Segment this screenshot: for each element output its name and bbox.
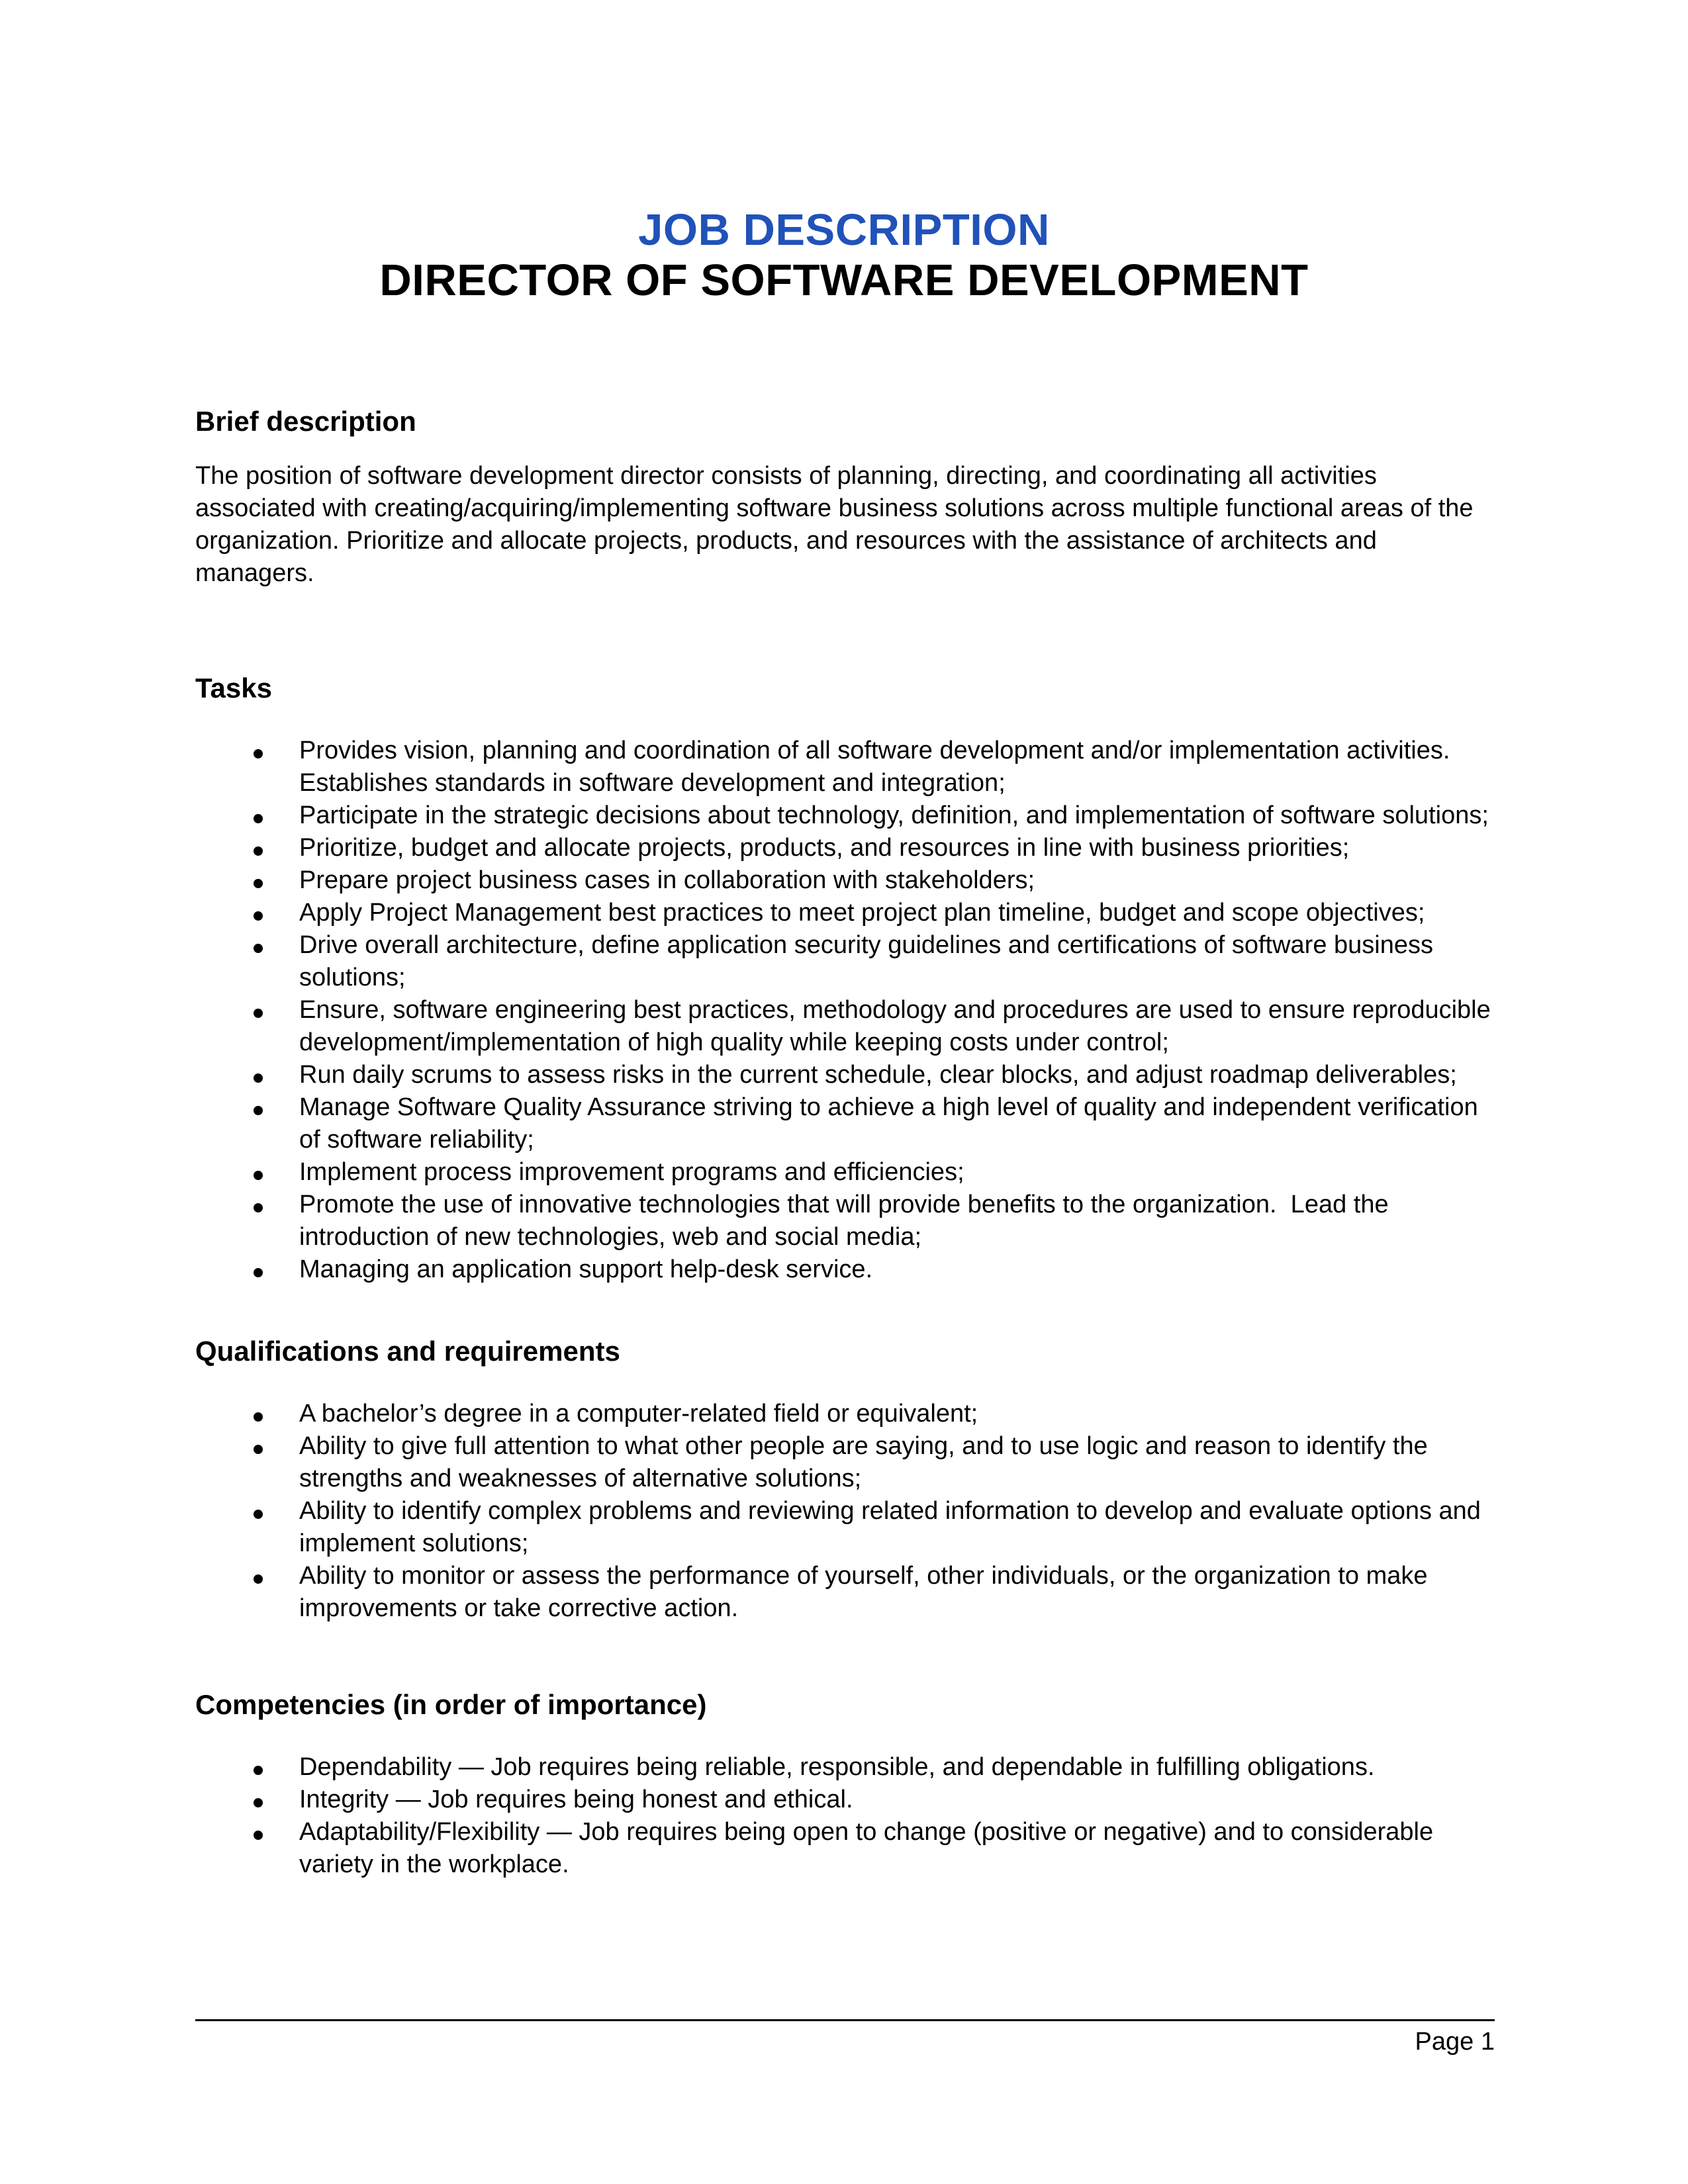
list-item: Drive overall architecture, define application security guidelines and certifications of software business solutions; [299,929,1493,994]
list-item: Ability to monitor or assess the performance of yourself, other individuals, or the organization to make improvements or take corrective action. [299,1560,1493,1625]
list-item: Provides vision, planning and coordination of all software development and/or implementation activities. Establishes standards in software development and integration; [299,735,1493,799]
section-heading-qualifications: Qualifications and requirements [195,1336,620,1367]
document-title: JOB DESCRIPTION [638,205,1050,255]
list-item: Prioritize, budget and allocate projects, products, and resources in line with business priorities; [299,832,1493,864]
section-heading-brief-description: Brief description [195,406,416,437]
list-item: Adaptability/Flexibility — Job requires being open to change (positive or negative) and to considerable variety in the workplace. [299,1816,1493,1881]
list-item: Integrity — Job requires being honest and ethical. [299,1784,1493,1816]
qualifications-list [195,1398,1493,1625]
list-item: Prepare project business cases in collaboration with stakeholders; [299,864,1493,897]
list-item: Managing an application support help-desk service. [299,1253,1493,1286]
list-item: A bachelor’s degree in a computer-related field or equivalent; [299,1398,1493,1430]
list-item: Ability to give full attention to what other people are saying, and to use logic and reason to identify the strengths and weaknesses of alternative solutions; [299,1430,1493,1495]
brief-description-paragraph: The position of software development director consists of planning, directing, and coordinating all activities associated with creating/acquiring/implementing software business solutions across multiple functional areas of the organization. Prioritize and allocate projects, products, and resources with the assistance of architects and managers. [195,462,1481,587]
list-item: Apply Project Management best practices to meet project plan timeline, budget and scope objectives; [299,897,1493,929]
list-item: Participate in the strategic decisions about technology, definition, and implementation of software solutions; [299,799,1493,832]
list-item: Promote the use of innovative technologies that will provide benefits to the organization. Lead the introduction of new technologies, web and social media; [299,1189,1493,1253]
section-heading-tasks: Tasks [195,672,272,704]
list-item: Ensure, software engineering best practices, methodology and procedures are used to ensure reproducible development/implementation of high quality while keeping costs under control; [299,994,1493,1059]
page-footer [195,2019,1495,2057]
tasks-list [195,735,1498,1286]
list-item: Implement process improvement programs and efficiencies; [299,1156,1493,1189]
list-item: Ability to identify complex problems and reviewing related information to develop and evaluate options and implement solutions; [299,1495,1493,1560]
footer-divider [195,2019,1495,2021]
page-number: Page 1 [1415,2028,1495,2056]
list-item: Manage Software Quality Assurance striving to achieve a high level of quality and independent verification of software reliability; [299,1091,1493,1156]
section-heading-competencies: Competencies (in order of importance) [195,1689,707,1720]
competencies-list [195,1751,1493,1881]
document-subtitle: DIRECTOR OF SOFTWARE DEVELOPMENT [379,255,1309,305]
document-header [195,0,1493,306]
list-item: Dependability — Job requires being reliable, responsible, and dependable in fulfilling obligations. [299,1751,1493,1784]
list-item: Run daily scrums to assess risks in the current schedule, clear blocks, and adjust roadmap deliverables; [299,1059,1493,1091]
